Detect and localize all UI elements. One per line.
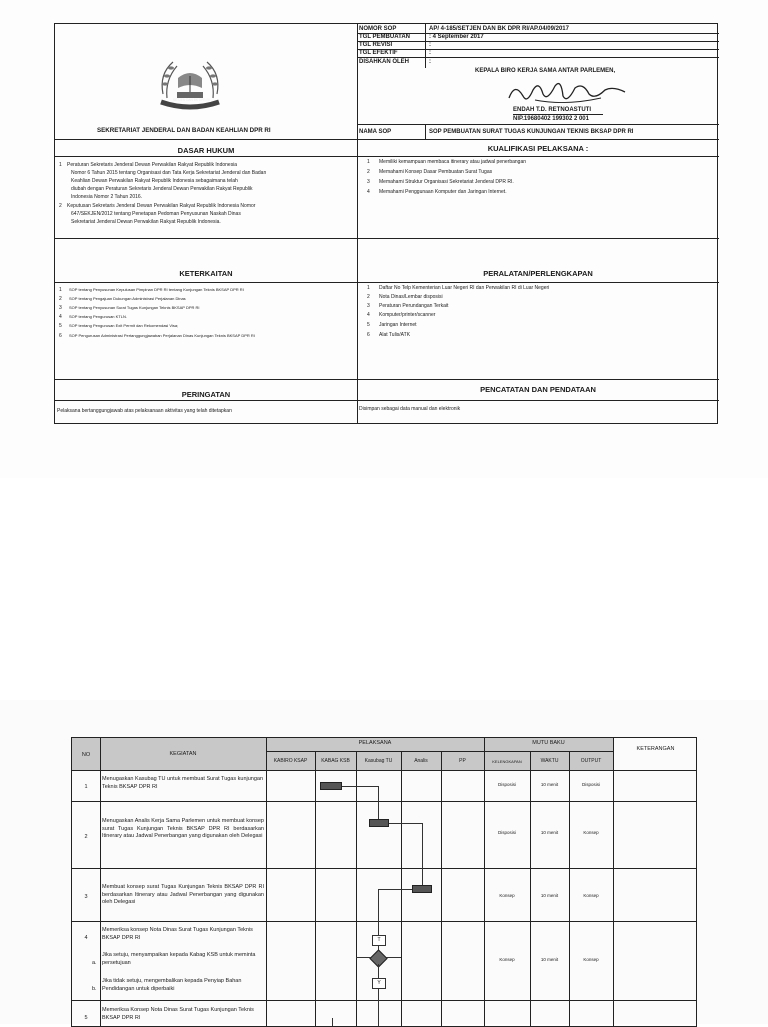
pencatatan-title: PENCATATAN DAN PENDATAAN — [480, 385, 596, 394]
divider — [356, 751, 357, 1027]
flow-connector — [342, 786, 378, 787]
divider — [55, 238, 719, 239]
keterkaitan-item: SOP tentang Penyusunan Kepulusan Pimpinan DPR RI tentang Kunjungan Teknis BKSAP DPR RI — [69, 287, 244, 292]
header-kegiatan: KEGIATAN — [169, 751, 197, 757]
divider — [72, 770, 697, 771]
row-output: Konsep — [583, 957, 599, 962]
header-mutu: KELENGKAPAN — [492, 759, 522, 764]
decision-tidak-label: T — [372, 935, 386, 946]
list-number: 2 — [59, 296, 62, 302]
meta-value: : 4 September 2017 — [429, 34, 484, 40]
peralatan-item: Jaringan Internet — [379, 322, 417, 328]
list-number: 1 — [59, 287, 62, 293]
list-number: 3 — [59, 305, 62, 311]
list-number: 4 — [59, 314, 62, 320]
divider — [55, 156, 719, 157]
meta-label: NOMOR SOP — [359, 26, 397, 32]
divider — [357, 41, 719, 42]
peralatan-item: Nota Dinas/Lembar disposisi — [379, 294, 443, 300]
flow-connector — [422, 823, 423, 885]
peralatan-item: Peraturan Perundangan Terkait — [379, 303, 449, 309]
divider — [315, 751, 316, 1027]
flow-connector — [389, 823, 422, 824]
meta-value: : — [429, 42, 431, 48]
row-output: Konsep — [583, 893, 599, 898]
row-kelengkapan: Disposisi — [497, 782, 516, 787]
list-number: 6 — [59, 333, 62, 339]
list-number: 3 — [367, 303, 370, 309]
flow-process-box — [369, 819, 389, 827]
row-sub-label: a. — [92, 960, 97, 966]
header-pelaksana: PELAKSANA — [358, 740, 392, 746]
emblem-caption: SETJEN DAN BK DPR RI — [173, 98, 210, 102]
list-number: 4 — [367, 312, 370, 318]
divider — [425, 24, 426, 68]
row-output: Konsep — [583, 830, 599, 835]
flow-connector — [378, 889, 379, 936]
list-number: 1 — [367, 159, 370, 165]
peralatan-item: Alat Tulis/ATK — [379, 332, 411, 338]
divider — [72, 868, 697, 869]
flow-connector — [332, 1018, 333, 1027]
keterkaitan-item: SOP tentang Penyusunan Surat Tugas Kunjungan Teknis BKSAP DPR RI — [69, 305, 200, 310]
meta-value: AP/ 4-185/SETJEN DAN BK DPR RI/AP.04/09/2017 — [429, 26, 569, 32]
row-waktu: 10 menit — [540, 893, 559, 898]
flow-connector — [378, 988, 379, 1027]
row-kegiatan: Memeriksa konsep Nota Dinas Surat Tugas Kunjungan Teknis BKSAP DPR RI — [102, 927, 253, 941]
list-number: 1 — [367, 285, 370, 291]
meta-label: DISAHKAN OLEH — [359, 59, 410, 65]
row-kegiatan: Membuat konsep surat Tugas Kunjungan Teknis BKSAP DPR RI berdasarkan Itinerary atau Jadwal Penerbangan yang digunakan oleh Delegasi — [102, 884, 264, 905]
peringatan-title: PERINGATAN — [181, 390, 231, 399]
flow-process-box — [412, 885, 432, 893]
kualifikasi-title: KUALIFIKASI PELAKSANA : — [487, 144, 589, 153]
divider — [55, 139, 719, 140]
divider — [357, 49, 719, 50]
peringatan-text: Pelaksana bertanggungjawab atas pelaksanaan aktivitas yang telah ditetapkan — [57, 408, 232, 414]
dasar-hukum-line: diubah dengan Peraturan Sekretaris Jenderal Dewan Perwakilan Rakyat Republik — [71, 186, 253, 192]
divider — [55, 379, 719, 380]
header-actor: Kasubag TU — [364, 758, 393, 764]
header-actor: KABAG KSB — [321, 758, 350, 764]
header-actor: Analis — [414, 758, 428, 764]
approver-title: KEPALA BIRO KERJA SAMA ANTAR PARLEMEN, — [475, 68, 616, 74]
row-kelengkapan: Konsep — [499, 957, 515, 962]
divider — [425, 124, 426, 139]
divider — [55, 282, 719, 283]
divider — [266, 751, 614, 752]
list-number: 3 — [367, 179, 370, 185]
flow-connector — [356, 957, 372, 958]
list-number: 1 — [59, 162, 62, 168]
dasar-hukum-line: Sekretariat Jenderal Dewan Perwakilan Rakyat Republik Indonesia. — [71, 219, 221, 225]
signature-underline — [513, 114, 603, 115]
meta-label: TGL EFEKTIF — [359, 50, 398, 56]
row-kelengkapan: Disposisi — [497, 830, 516, 835]
divider — [266, 738, 267, 1027]
row-number: 4 — [84, 935, 88, 941]
list-number: 2 — [59, 203, 62, 209]
divider — [530, 751, 531, 1027]
divider — [357, 33, 719, 34]
decision-ya-label: Y — [372, 978, 386, 989]
keterkaitan-item: SOP tentang Pengurusan Exit Permit dan Rekomendasi Visa; — [69, 323, 179, 328]
meta-value: : — [429, 50, 431, 56]
meta-label: TGL REVISI — [359, 42, 393, 48]
divider — [569, 751, 570, 1027]
divider — [357, 57, 719, 58]
list-number: 2 — [367, 294, 370, 300]
list-number: 5 — [367, 322, 370, 328]
keterkaitan-item: SOP tentang Pengurusan KTLN. — [69, 314, 127, 319]
dasar-hukum-title: DASAR HUKUM — [177, 146, 235, 155]
nama-sop-label: NAMA SOP — [359, 129, 392, 135]
peralatan-item: Daftar No Telp Kementerian Luar Negeri RI dan Perwakilan RI di Luar Negeri — [379, 285, 550, 291]
row-kegiatan: Menugaskan Analis Kerja Sama Parlemen untuk membuat konsep surat Tugas Kunjungan Teknis BKSAP DPR RI berdasarkan Itinerary atau Jadwal Penerbangan yang digunakan oleh Delegasi — [102, 818, 264, 839]
row-waktu: 10 menit — [540, 782, 559, 787]
nama-sop-value: SOP PEMBUATAN SURAT TUGAS KUNJUNGAN TEKNIS BKSAP DPR RI — [429, 129, 634, 135]
divider — [72, 1000, 697, 1001]
dasar-hukum-line: Indonesia Nomor 2 Tahun 2016. — [71, 194, 143, 200]
divider — [357, 24, 358, 423]
divider — [55, 400, 719, 401]
flow-connector — [378, 889, 412, 890]
list-number: 4 — [367, 189, 370, 195]
row-number: 2 — [84, 834, 88, 840]
meta-value: : — [429, 59, 431, 65]
row-kelengkapan: Konsep — [499, 893, 515, 898]
row-sub-text: Jika tidak setuju, mengembalikan kepada Penyiap Bahan Pendidangan untuk diperbaiki — [102, 978, 242, 992]
row-output: Disposisi — [581, 782, 600, 787]
divider — [441, 751, 442, 1027]
row-number: 3 — [84, 894, 88, 900]
kualifikasi-item: Memahami Penggunaan Komputer dan Jaringan Internet. — [379, 189, 507, 195]
peralatan-title: PERALATAN/PERLENGKAPAN — [483, 269, 593, 278]
header-no: NO — [81, 752, 91, 758]
header-actor: KABIRO KSAP — [273, 758, 308, 764]
row-number: 1 — [84, 784, 88, 790]
header-mutu: WAKTU — [540, 758, 559, 764]
keterkaitan-title: KETERKAITAN — [179, 269, 233, 278]
flow-process-box — [320, 782, 342, 790]
dasar-hukum-line: Keputusan Sekretaris Jenderal Dewan Perwakilan Rakyat Republik Indonesia Nomor — [67, 203, 256, 209]
row-waktu: 10 menit — [540, 830, 559, 835]
row-sub-text: Jika setuju, menyampaikan kepada Kabag KSB untuk meminta persetujuan — [102, 952, 256, 966]
keterkaitan-item: SOP tentang Pengajuan Dukungan Administrasi Perjalanan Dinas — [69, 296, 186, 301]
dasar-hukum-line: 647/SEKJEN/2012 tentang Penetapan Pedoman Penyusunan Naskah Dinas — [71, 211, 241, 217]
row-kegiatan: Memeriksa Konsep Nota Dinas Surat Tugas Kunjungan Teknis BKSAP DPR RI — [102, 1007, 254, 1021]
divider — [72, 801, 697, 802]
flow-connector — [378, 964, 379, 978]
approver-name: ENDAH T.D. RETNOASTUTI — [513, 107, 591, 113]
row-waktu: 10 menit — [540, 957, 559, 962]
dpr-emblem-logo — [155, 54, 225, 116]
meta-label: TGL PEMBUATAN — [359, 34, 410, 40]
sop-cover-sheet — [54, 23, 718, 424]
sop-flow-table — [71, 737, 697, 1027]
dasar-hukum-line: Keahlian Dewan Perwakilan Rakyat Republik Indonesia sebagaimana telah — [71, 178, 238, 184]
signature-image — [505, 76, 645, 110]
kualifikasi-item: Memahami Struktur Organisasi Sekretariat Jenderal DPR RI. — [379, 179, 514, 185]
divider — [72, 921, 697, 922]
header-mutu: OUTPUT — [580, 758, 602, 764]
dasar-hukum-line: Peraturan Sekretaris Jenderal Dewan Perwakilan Rakyat Republik Indonesia — [67, 162, 238, 168]
list-number: 6 — [367, 332, 370, 338]
header-keterangan: KETERANGAN — [636, 746, 675, 752]
divider — [613, 738, 614, 1027]
row-sub-label: b. — [92, 986, 97, 992]
flow-connector — [385, 957, 401, 958]
pencatatan-text: Disimpan sebagai data manual dan elektronik — [359, 406, 461, 412]
row-kegiatan: Menugaskan Kasubag TU untuk membuat Surat Tugas kunjungan Teknis BKSAP DPR RI — [102, 776, 264, 790]
kualifikasi-item: Memiliki kemampuan membaca itinerary atau jadwal penerbangan — [379, 159, 527, 165]
peralatan-item: Komputer/printer/scanner — [379, 312, 436, 318]
header-actor: PP — [459, 758, 466, 764]
dasar-hukum-line: Nomor 6 Tahun 2015 tentang Organisasi dan Tata Kerja Sekretariat Jenderal dan Badan — [71, 170, 267, 176]
approver-nip: NIP.19680402 199302 2 001 — [513, 116, 589, 122]
list-number: 2 — [367, 169, 370, 175]
keterkaitan-item: SOP Pengurusan Administrasi Pertanggungjawaban Perjalanan Dinas Kunjungan Teknis BKSAP DPR RI — [69, 333, 255, 338]
kualifikasi-item: Memahami Konsep Dasar Pembuatan Surat Tugas — [379, 169, 493, 175]
divider — [357, 124, 719, 125]
header-mutu-baku: MUTU BAKU — [532, 740, 565, 746]
flow-connector — [378, 786, 379, 819]
row-number: 5 — [84, 1015, 88, 1021]
divider — [100, 738, 101, 1027]
org-name: SEKRETARIAT JENDERAL DAN BADAN KEAHLIAN DPR RI — [97, 127, 271, 134]
list-number: 5 — [59, 323, 62, 329]
